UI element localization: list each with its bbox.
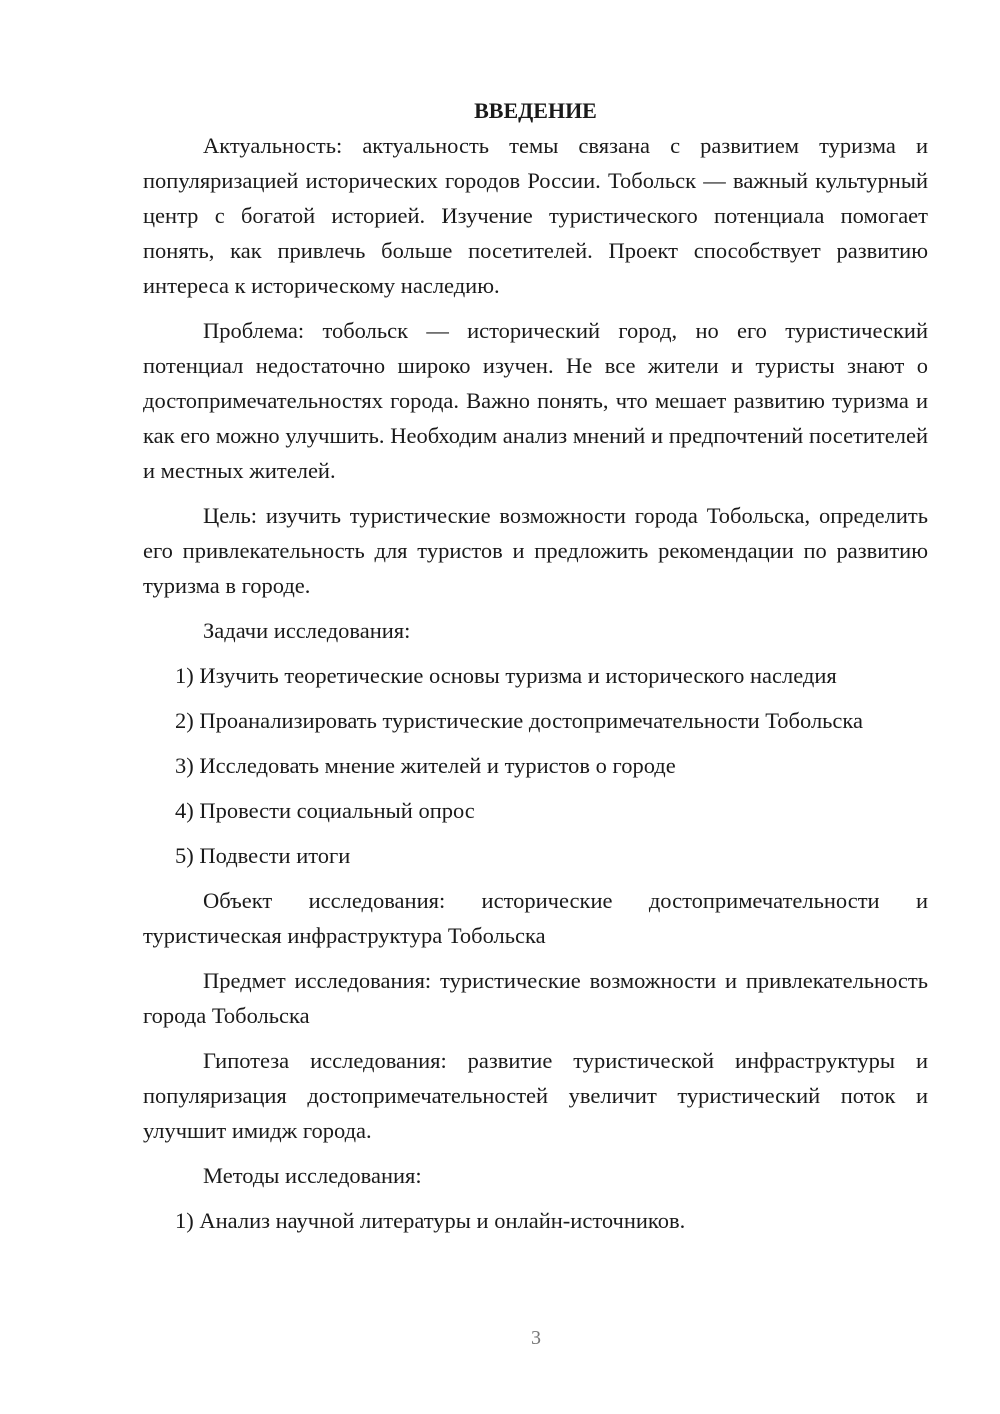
task-item: 4) Провести социальный опрос: [175, 798, 475, 823]
task-item: 3) Исследовать мнение жителей и туристов о городе: [175, 753, 676, 778]
paragraph-subject: Предмет исследования: туристические возможности и привлекательность города Тобольска: [143, 968, 928, 1028]
page-title: ВВЕДЕНИЕ: [474, 98, 597, 123]
paragraph-problem: Проблема: тобольск — исторический город, но его туристический потенциал недостаточно широко изучен. Не все жители и туристы знают о достопримечательностях города. Важно понять, что мешает развитию туризма и как его можно улучшить. Необходим анализ мнений и предпочтений посетителей и местных жителей.: [143, 318, 928, 483]
page-number: 3: [531, 1327, 541, 1349]
paragraph-methods-heading: Методы исследования:: [203, 1163, 422, 1188]
paragraph-relevance: Актуальность: актуальность темы связана с развитием туризма и популяризацией исторических городов России. Тобольск — важный культурный центр с богатой историей. Изучение туристического потенциала помогает понять, как привлечь больше посетителей. Проект способствует развитию интереса к историческому наследию.: [143, 133, 928, 298]
paragraph-tasks-heading: Задачи исследования:: [203, 618, 411, 643]
task-item: 5) Подвести итоги: [175, 843, 351, 868]
document-page: [143, 93, 928, 1248]
paragraph-goal: Цель: изучить туристические возможности города Тобольска, определить его привлекательность для туристов и предложить рекомендации по развитию туризма в городе.: [143, 503, 928, 598]
paragraph-object: Объект исследования: исторические достопримечательности и туристическая инфраструктура Тобольска: [143, 888, 928, 948]
paragraph-hypothesis: Гипотеза исследования: развитие туристической инфраструктуры и популяризация достопримечательностей увеличит туристический поток и улучшит имидж города.: [143, 1048, 928, 1143]
method-item: 1) Анализ научной литературы и онлайн-источников.: [175, 1208, 686, 1233]
task-item: 1) Изучить теоретические основы туризма и исторического наследия: [175, 663, 837, 688]
task-item: 2) Проанализировать туристические достопримечательности Тобольска: [175, 708, 863, 733]
